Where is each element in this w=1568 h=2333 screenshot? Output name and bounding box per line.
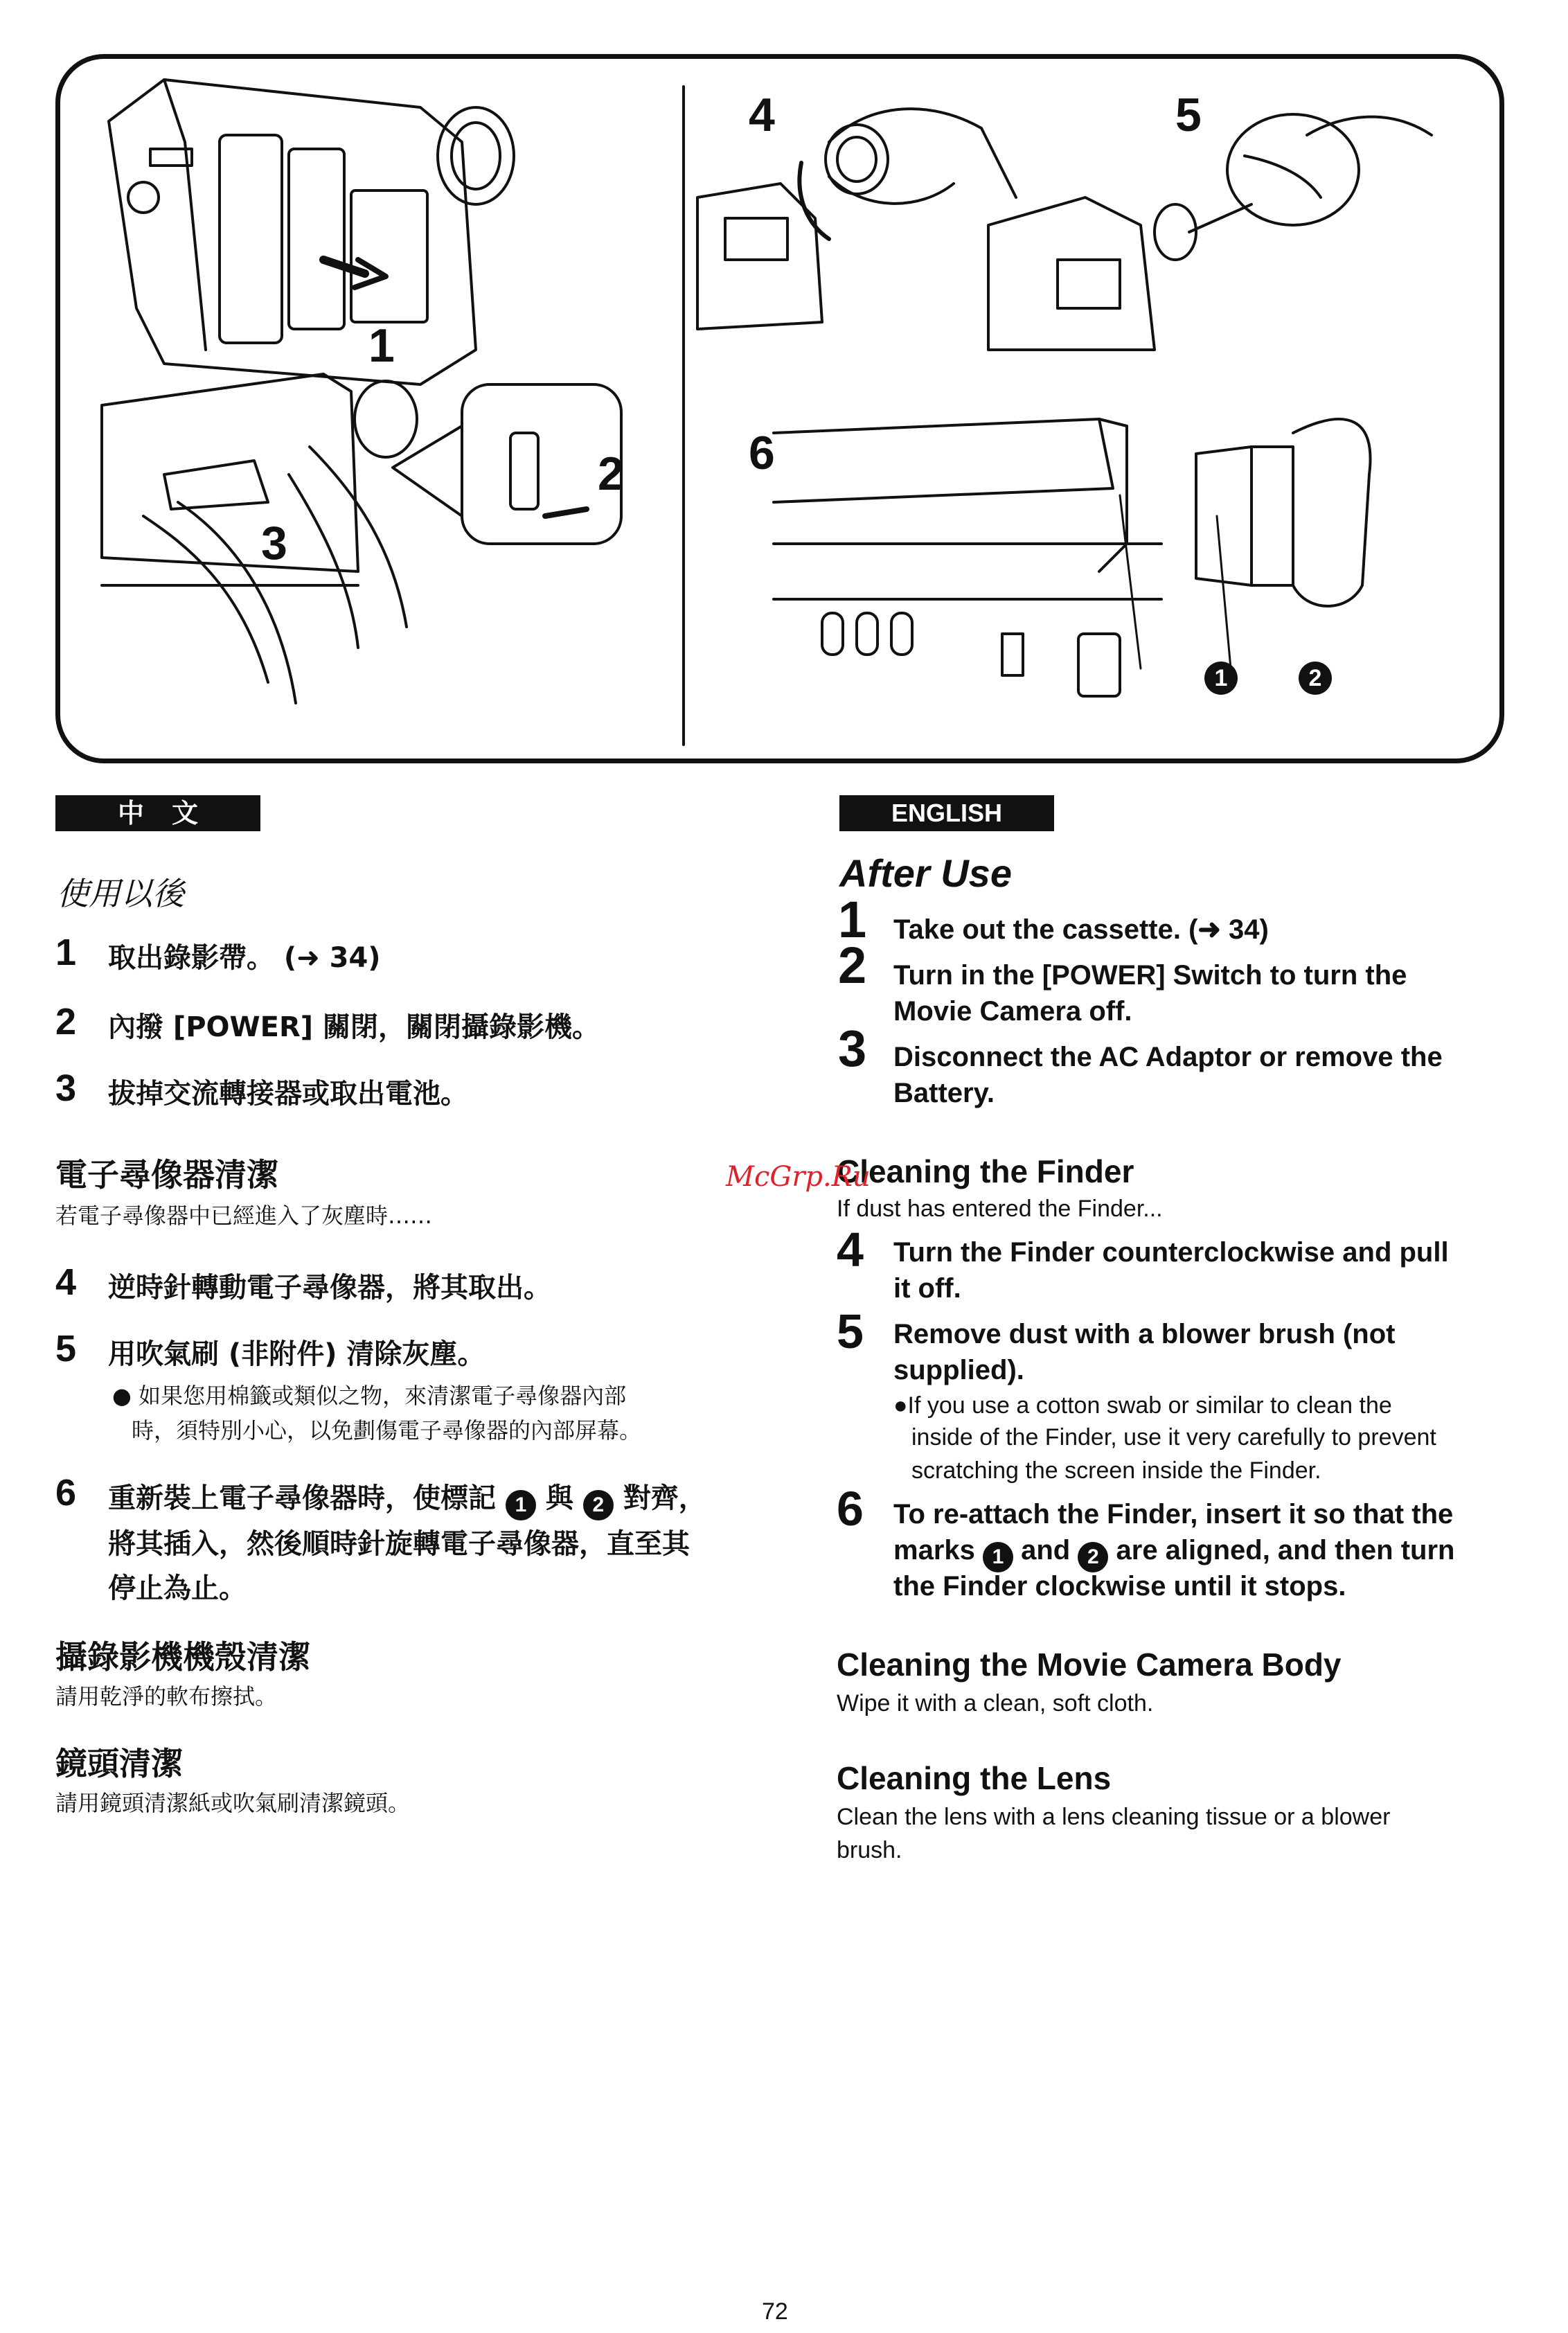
zh-lens-text: 請用鏡頭清潔紙或吹氣刷清潔鏡頭。 [55,1790,411,1816]
zh-title: 使用以後 [57,875,184,912]
zh-lens-heading: 鏡頭清潔 [55,1745,183,1782]
zh-step-6-text-a: 重新裝上電子尋像器時，使標記 [108,1482,496,1514]
en-step-5-line-2: supplied). [893,1355,1024,1385]
marker-2-icon: 2 [1299,662,1332,695]
en-note-line-3: scratching the screen inside the Finder. [911,1457,1321,1484]
en-step-2-line-2: Movie Camera off. [893,996,1132,1027]
zh-step-3-text: 拔掉交流轉接器或取出電池。 [108,1078,468,1110]
illustration-step-5: 5 [1175,89,1202,141]
english-section-tab: ENGLISH [839,795,1054,831]
en-step-6-line-3: the Finder clockwise until it stops. [893,1571,1346,1602]
marker-1-icon: 1 [506,1490,536,1520]
en-step-5-line-1: Remove dust with a blower brush (not [893,1319,1396,1349]
en-step-6-number: 6 [837,1482,864,1536]
zh-step-3-number: 3 [55,1067,77,1109]
en-step-2-number: 2 [838,937,867,994]
zh-step-1-text: 取出錄影帶。 (➜ 34) [108,942,381,974]
zh-step-2-number: 2 [55,1001,77,1043]
en-step-4-line-2: it off. [893,1273,961,1304]
en-step-4-line-1: Turn the Finder counterclockwise and pull [893,1237,1449,1268]
zh-step-1-number: 1 [55,932,77,973]
en-step-6-text-b: and [1021,1535,1071,1565]
zh-step-6-number: 6 [55,1472,77,1514]
zh-step-4-number: 4 [55,1261,77,1303]
zh-step-6-line-3: 停止為止。 [108,1572,247,1604]
page-number: 72 [762,2298,788,2325]
marker-1-icon: 1 [1204,662,1238,695]
en-finder-heading: Cleaning the Finder [837,1153,1134,1189]
en-note-line-1: ●If you use a cotton swab or similar to clean the [893,1392,1392,1419]
zh-finder-heading: 電子尋像器清潔 [55,1156,278,1194]
en-step-1-text: Take out the cassette. (➜ 34) [893,914,1269,945]
zh-step-6-text-c: 對齊， [623,1482,706,1514]
en-title: After Use [839,851,1012,895]
zh-body-text: 請用乾淨的軟布擦拭。 [55,1683,278,1710]
en-note-line-2: inside of the Finder, use it very carefully to prevent [911,1424,1436,1451]
zh-body-heading: 攝錄影機機殼清潔 [55,1638,310,1676]
zh-step-6-line-2: 將其插入，然後順時針旋轉電子尋像器，直至其 [108,1528,690,1560]
en-body-text: Wipe it with a clean, soft cloth. [837,1690,1154,1717]
en-step-3-line-1: Disconnect the AC Adaptor or remove the [893,1042,1443,1072]
en-lens-heading: Cleaning the Lens [837,1760,1112,1796]
zh-finder-intro: 若電子尋像器中已經進入了灰塵時…… [55,1203,433,1229]
illustration-step-1: 1 [368,319,395,372]
en-step-2-line-1: Turn in the [POWER] Switch to turn the [893,960,1407,991]
en-step-5-number: 5 [837,1304,864,1358]
marker-2-icon: 2 [1078,1542,1108,1572]
en-body-heading: Cleaning the Movie Camera Body [837,1647,1342,1683]
zh-step-2-text: 內撥 [POWER] 關閉，關閉攝錄影機。 [108,1011,600,1043]
en-step-3-line-2: Battery. [893,1078,995,1108]
illustration-step-2: 2 [598,447,624,500]
zh-step-5-number: 5 [55,1328,77,1369]
en-step-3-number: 3 [838,1020,867,1077]
en-step-1-number: 1 [838,891,867,948]
chinese-section-tab: 中文 [55,795,260,831]
zh-step-6-text-b: 與 [545,1482,573,1514]
en-lens-line-2: brush. [837,1837,902,1863]
zh-step-5-text: 用吹氣刷 (非附件) 清除灰塵。 [108,1338,485,1370]
en-step-6-text-c: are aligned, and then turn [1116,1535,1455,1565]
illustration-step-4: 4 [749,89,775,141]
zh-note-line-2: 時，須特別小心，以免劃傷電子尋像器的內部屏幕。 [132,1417,642,1444]
illustration-step-3: 3 [261,517,287,569]
illustration-step-6: 6 [749,427,775,479]
zh-step-6-line-1 [108,1475,706,1521]
en-step-6-line-2 [893,1532,1454,1572]
zh-step-4-text: 逆時針轉動電子尋像器，將其取出。 [108,1272,551,1304]
en-step-6-text-a: marks [893,1535,975,1565]
watermark: McGrp.Ru [726,1161,871,1193]
en-step-4-number: 4 [837,1223,864,1277]
illustration-frame [55,54,1504,763]
marker-1-icon: 1 [983,1542,1013,1572]
en-lens-line-1: Clean the lens with a lens cleaning tissue or a blower [837,1804,1391,1830]
camcorder-illustration [60,59,1499,759]
zh-note-line-1: ● 如果您用棉籤或類似之物，來清潔電子尋像器內部 [112,1383,627,1409]
en-step-6-line-1: To re-attach the Finder, insert it so that the [893,1499,1454,1529]
marker-2-icon: 2 [583,1490,614,1520]
en-finder-intro: If dust has entered the Finder... [837,1196,1163,1222]
